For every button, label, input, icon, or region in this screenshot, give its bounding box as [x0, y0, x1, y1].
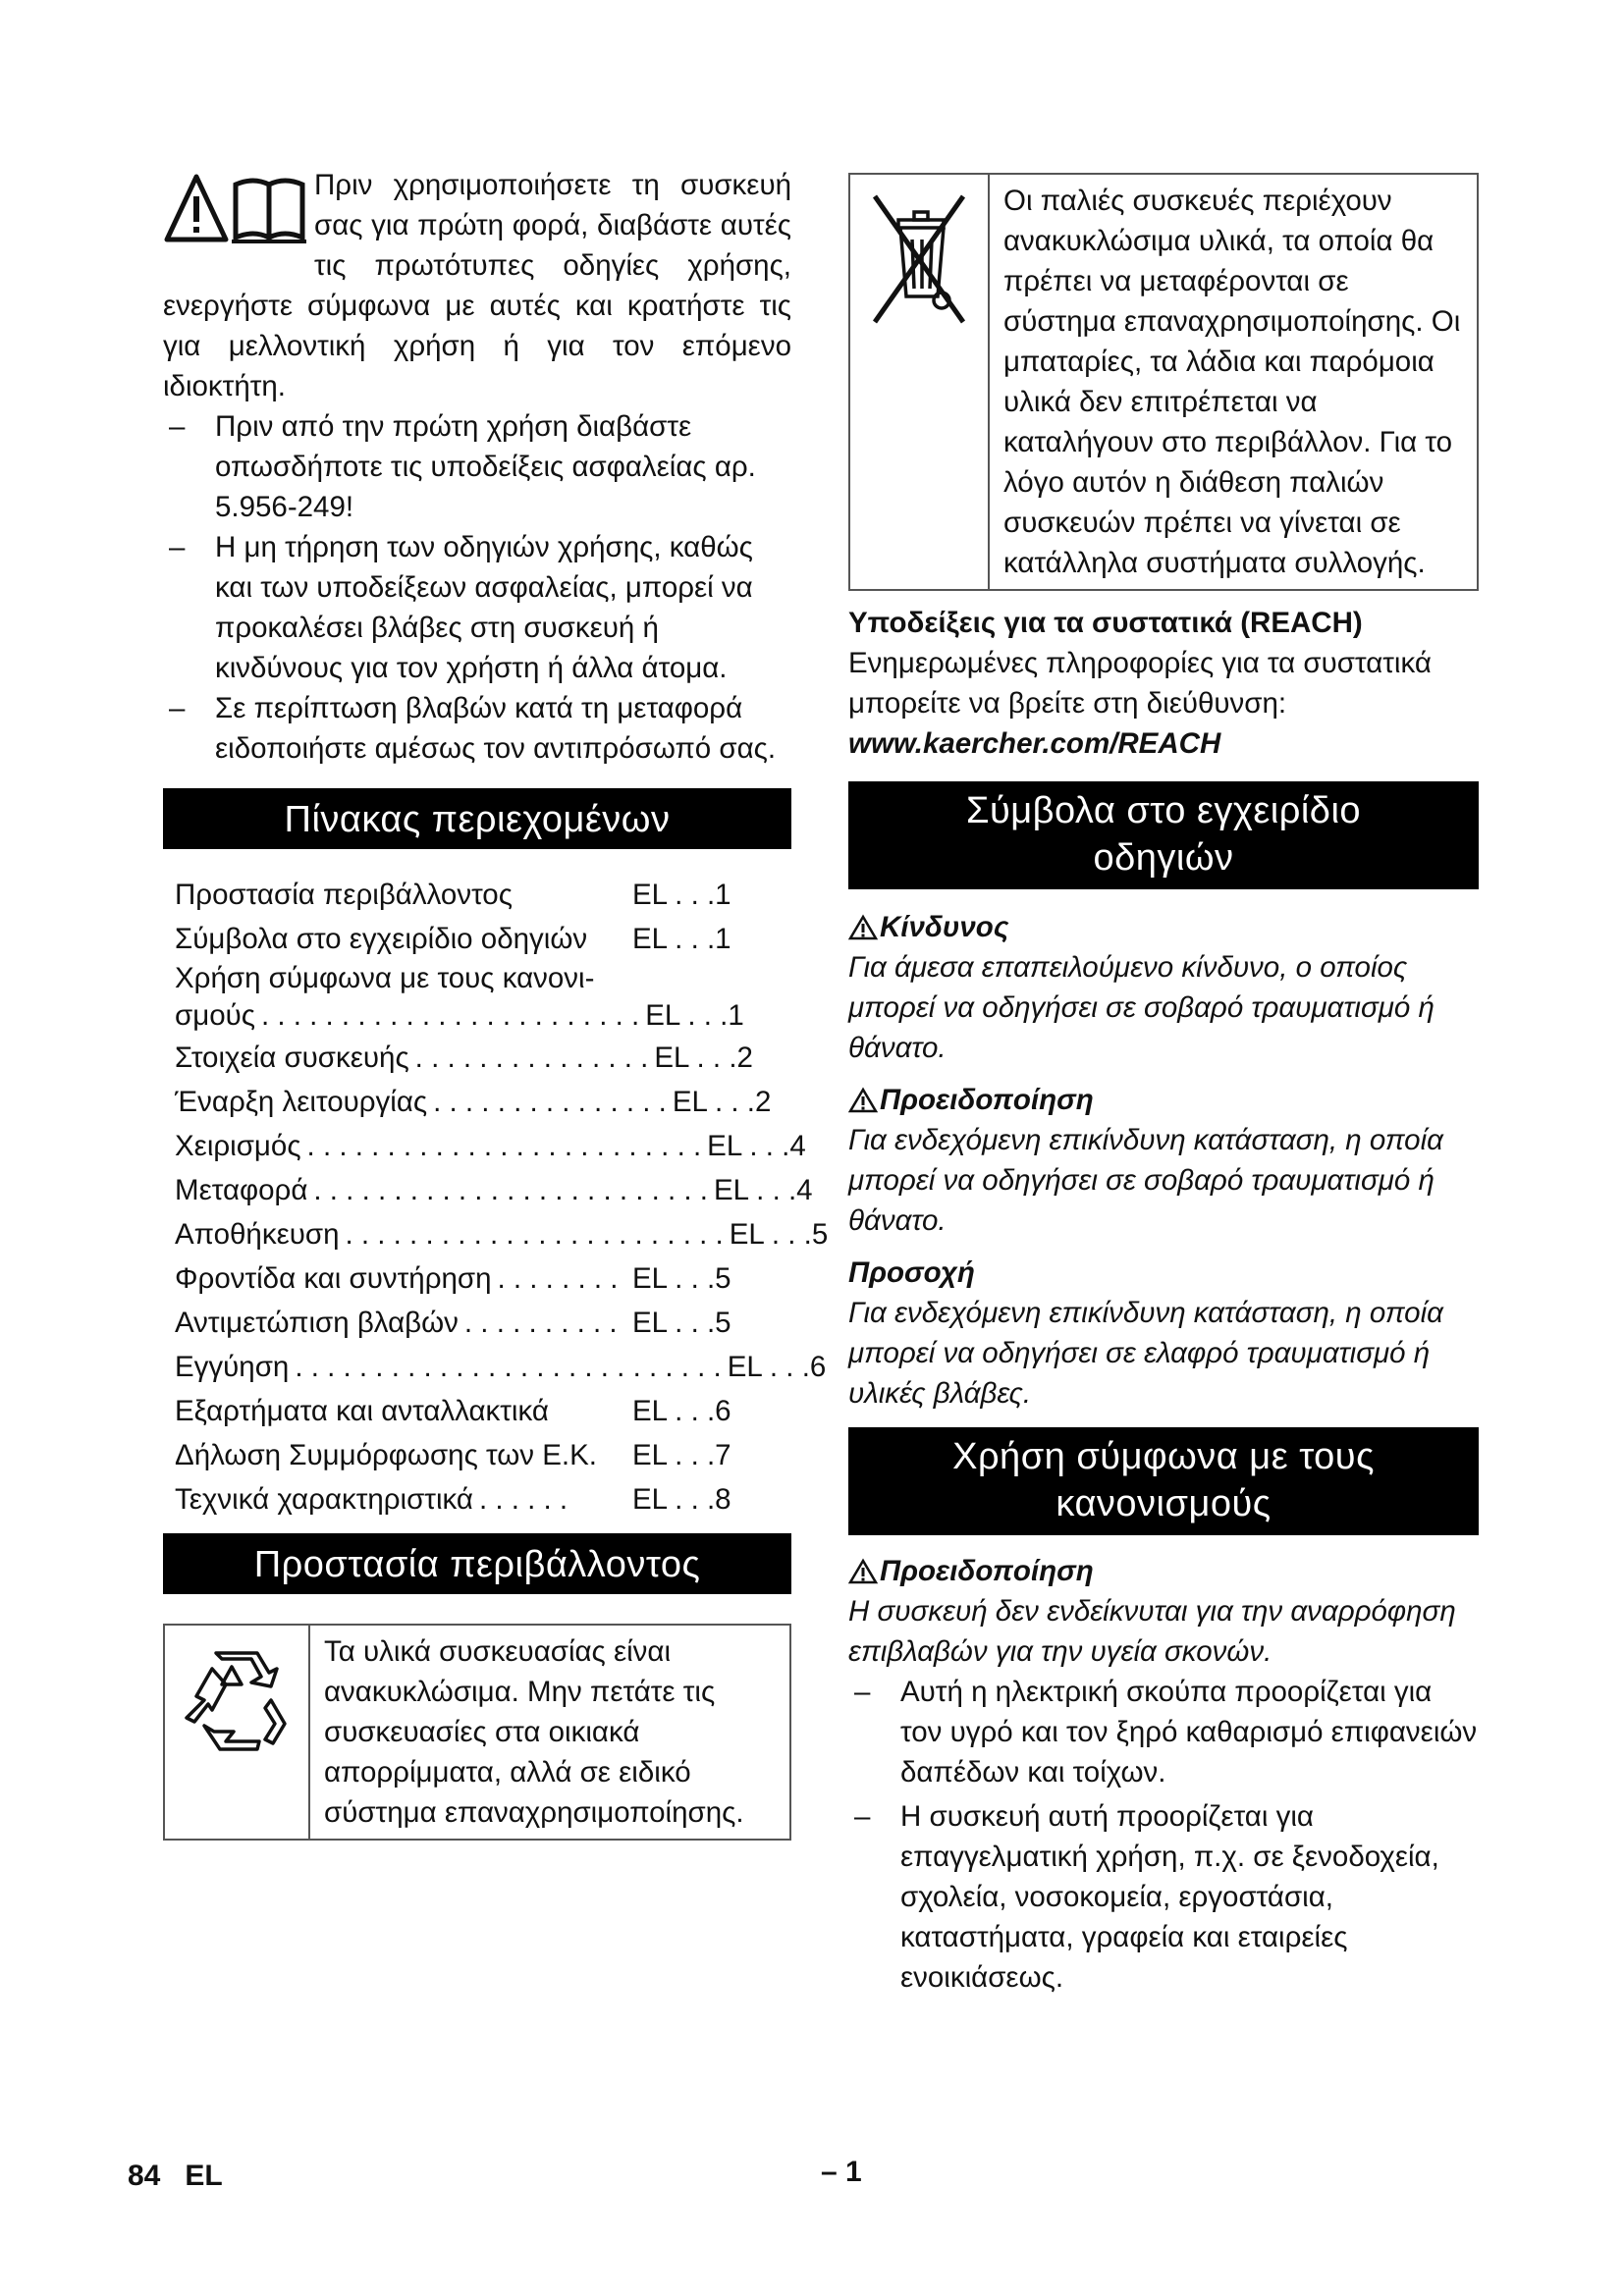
toc-row[interactable]: Στοιχεία συσκευής . . . . . . . . . . . . . . . EL . . .2 — [175, 1041, 753, 1074]
danger-heading: Κίνδυνος — [848, 907, 1479, 947]
caution-text: Για ενδεχόμενη επικίνδυνη κατάσταση, η οποία μπορεί να οδηγήσει σε ελαφρό τραυματισμό ή υλικές βλάβες. — [848, 1297, 1443, 1410]
danger-text: Για άμεσα επαπειλούμενο κίνδυνο, ο οποίος μπορεί να οδηγήσει σε σοβαρό τραυματισμό ή θάνατο. — [848, 951, 1435, 1064]
intro-block — [163, 165, 791, 406]
recycle-icon — [165, 1626, 310, 1839]
use-warning-heading: Προειδοποίηση — [848, 1551, 1479, 1591]
footer-page-number: – 1 — [821, 2156, 862, 2188]
env-text: Τα υλικά συσκευασίας είναι ανακυκλώσιμα. Μην πετάτε τις συσκευασίες στα οικιακά απορρίμματα, αλλά σε ειδικό σύστημα επαναχρησιμοποίησης. — [324, 1635, 744, 1829]
list-item: – Αυτή η ηλεκτρική σκούπα προορίζεται για τον υγρό και τον ξηρό καθαρισμό επιφανειών δαπέδων και τοίχων. — [854, 1676, 1478, 1789]
list-item: – Πριν από την πρώτη χρήση διαβάστε οπωσδήποτε τις υποδείξεις ασφαλείας αρ. 5.956-249! — [169, 410, 756, 523]
warning-triangle-icon — [167, 177, 226, 240]
toc-row[interactable]: Αποθήκευση . . . . . . . . . . . . . . . . . . . . . . . . EL . . .5 — [175, 1218, 829, 1251]
toc-row[interactable]: Φροντίδα και συντήρηση . . . . . . . . EL . . .5 — [175, 1262, 731, 1295]
toc-row[interactable]: Σύμβολα στο εγχειρίδιο οδηγιών EL . . .1 — [175, 923, 731, 955]
manual-book-icon — [232, 181, 306, 241]
list-item: – Σε περίπτωση βλαβών κατά τη μεταφορά ειδοποιήστε αμέσως τον αντιπρόσωπό σας. — [169, 692, 777, 765]
footer-page-label: 84 EL — [128, 2160, 223, 2192]
warning-triangle-icon — [848, 915, 878, 940]
crossed-bin-icon — [850, 175, 990, 589]
symbols-heading: Σύμβολα στο εγχειρίδιο οδηγιών — [848, 781, 1479, 889]
warning-heading: Προειδοποίηση — [848, 1080, 1479, 1120]
weee-box — [848, 173, 1479, 591]
warning-manual-icons — [163, 171, 310, 247]
list-item: – Η συσκευή αυτή προορίζεται για επαγγελματική χρήση, π.χ. σε ξενοδοχεία, σχολεία, νοσοκομεία, εργοστάσια, καταστήματα, γραφεία και εταιρείες ενοικιάσεως. — [854, 1800, 1439, 1994]
toc-heading: Πίνακας περιεχομένων — [163, 788, 791, 849]
warning-triangle-icon — [848, 1088, 878, 1113]
warning-triangle-icon — [848, 1559, 878, 1584]
toc-row[interactable]: Προστασία περιβάλλοντος EL . . .1 — [175, 879, 731, 911]
reach-link[interactable]: www.kaercher.com/REACH — [848, 727, 1221, 760]
left-column — [163, 165, 829, 1841]
intended-use-heading: Χρήση σύμφωνα με τους κανονισμούς — [848, 1427, 1479, 1535]
toc-row[interactable]: Αντιμετώπιση βλαβών . . . . . . . . . . EL . . .5 — [175, 1307, 731, 1339]
toc-row[interactable]: Εξαρτήματα και ανταλλακτικά EL . . .6 — [175, 1395, 731, 1427]
toc-row[interactable]: Τεχνικά χαρακτηριστικά . . . . . . EL . . .8 — [175, 1483, 731, 1516]
toc-row[interactable]: Δήλωση Συμμόρφωσης των Ε.Κ. EL . . .7 — [175, 1439, 731, 1471]
reach-heading: Υποδείξεις για τα συστατικά (REACH) — [848, 607, 1363, 639]
use-warning-text: Η συσκευή δεν ενδείκνυται για την αναρρόφηση επιβλαβών για την υγεία σκονών. — [848, 1595, 1456, 1668]
list-item: – Η μη τήρηση των οδηγιών χρήσης, καθώς και των υποδείξεων ασφαλείας, μπορεί να προκαλέσει βλάβες στη συσκευή ή κινδύνους για τον χρήστη ή άλλα άτομα. — [169, 531, 753, 684]
toc-row[interactable]: Χρήση σύμφωνα με τους κανονι- σμούς . . . . . . . . . . . . . . . . . . . . . . . . EL . . .1 — [175, 962, 744, 1032]
intro-text: Πριν χρησιμοποιήσετε τη συσκευή σας για πρώτη φορά, διαβάστε αυτές τις πρωτότυπες οδηγίες χρήσης, ενεργήστε σύμφωνα με αυτές και κρατήστε τις για μελλοντική χρήση ή για τον επόμενο ιδιοκτήτη. — [163, 169, 791, 402]
weee-text: Οι παλιές συσκευές περιέχουν ανακυκλώσιμα υλικά, τα οποία θα πρέπει να μεταφέρονται σε σύστημα επαναχρησιμοποίησης. Οι μπαταρίες, τα λάδια και παρόμοια υλικά δεν επιτρέπεται να καταλήγουν στο περιβάλλον. Για το λόγο αυτόν η διάθεση παλιών συσκευών πρέπει να γίνεται σε κατάλληλα συστήματα συλλογής. — [1003, 185, 1461, 579]
toc-row[interactable]: Εγγύηση . . . . . . . . . . . . . . . . . . . . . . . . . . . EL . . .6 — [175, 1351, 827, 1383]
toc-row[interactable]: Χειρισμός . . . . . . . . . . . . . . . . . . . . . . . . . EL . . .4 — [175, 1130, 806, 1162]
right-column — [848, 173, 1479, 1998]
toc-row[interactable]: Έναρξη λειτουργίας . . . . . . . . . . . . . . . EL . . .2 — [175, 1086, 772, 1118]
env-box — [163, 1624, 791, 1841]
env-heading: Προστασία περιβάλλοντος — [163, 1533, 791, 1594]
warning-text: Για ενδεχόμενη επικίνδυνη κατάσταση, η οποία μπορεί να οδηγήσει σε σοβαρό τραυματισμό ή θάνατο. — [848, 1124, 1443, 1237]
caution-heading: Προσοχή — [848, 1256, 975, 1289]
toc-row[interactable]: Μεταφορά . . . . . . . . . . . . . . . . . . . . . . . . . EL . . .4 — [175, 1174, 813, 1206]
table-of-contents — [175, 873, 829, 1522]
reach-text: Ενημερωμένες πληροφορίες για τα συστατικά μπορείτε να βρείτε στη διεύθυνση: — [848, 647, 1432, 720]
